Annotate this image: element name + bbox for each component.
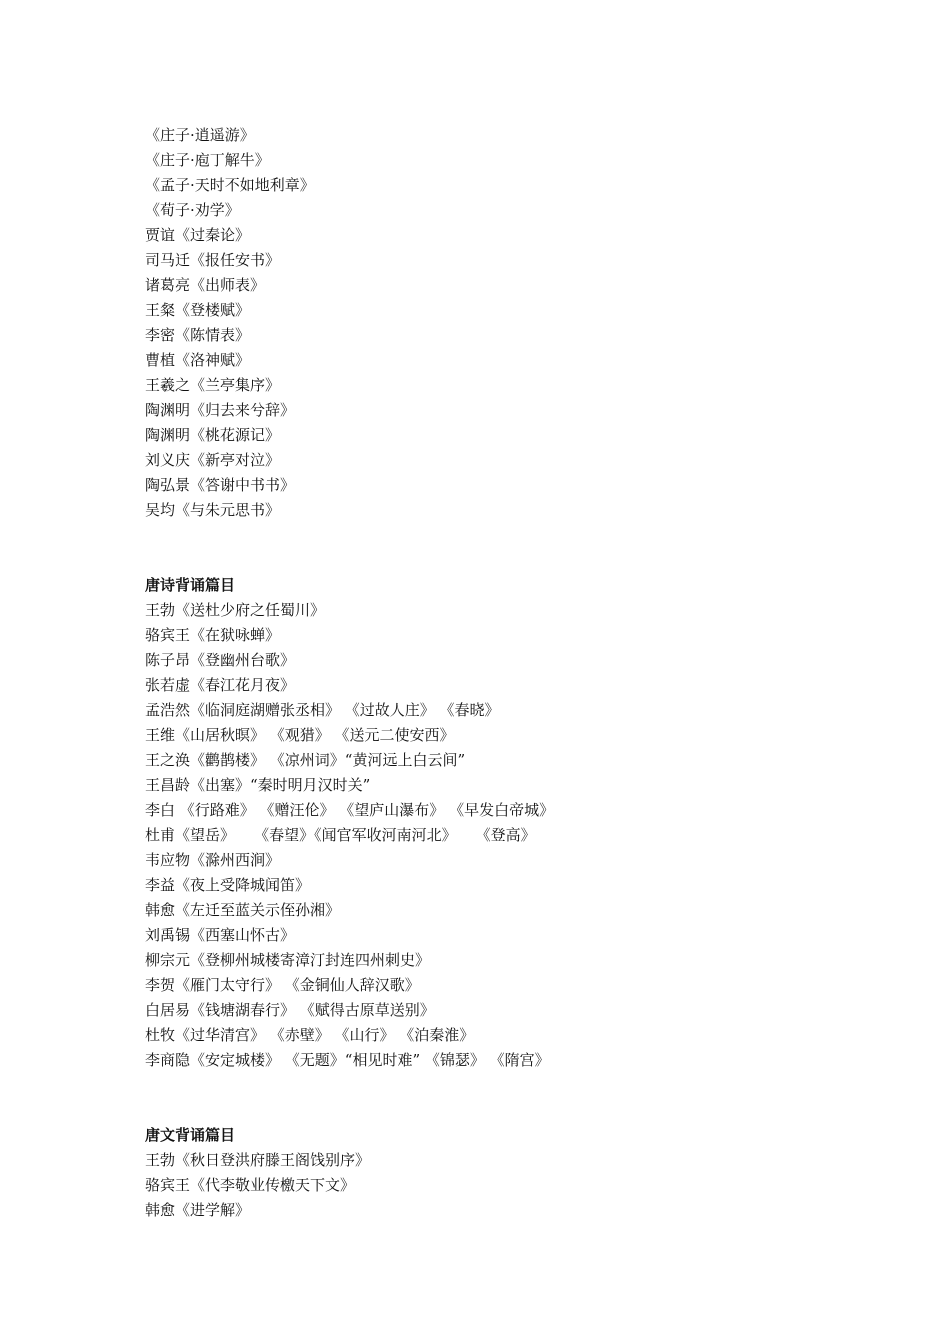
section-heading: 唐诗背诵篇目 [145, 576, 236, 594]
list-item: 王之涣《鹳鹊楼》 《凉州词》“黄河远上白云间” [145, 751, 466, 769]
list-item: 陶渊明《桃花源记》 [145, 426, 281, 444]
list-item: 李贺《雁门太守行》 《金铜仙人辞汉歌》 [145, 976, 420, 994]
list-item: 王粲《登楼赋》 [145, 301, 251, 319]
section-spacer [145, 1073, 905, 1123]
list-item: 王维《山居秋暝》 《观猎》 《送元二使安西》 [145, 726, 455, 744]
list-item: 贾谊《过秦论》 [145, 226, 251, 244]
list-item: 陶渊明《归去来兮辞》 [145, 401, 296, 419]
list-item: 《荀子·劝学》 [145, 201, 240, 219]
list-item: 孟浩然《临洞庭湖赠张丞相》 《过故人庄》 《春晓》 [145, 701, 500, 719]
list-item: 杜甫《望岳》 《春望》《闻官军收河南河北》 《登高》 [145, 826, 536, 844]
section-heading: 唐文背诵篇目 [145, 1126, 236, 1144]
tang-poetry-section [145, 573, 905, 1073]
intro-list [145, 123, 905, 523]
tang-prose-section [145, 1123, 905, 1223]
list-item: 骆宾王《在狱咏蝉》 [145, 626, 281, 644]
list-item: 吴均《与朱元思书》 [145, 501, 281, 519]
list-item: 李白 《行路难》 《赠汪伦》 《望庐山瀑布》 《早发白帝城》 [145, 801, 555, 819]
list-item: 骆宾王《代李敬业传檄天下文》 [145, 1176, 356, 1194]
list-item: 陶弘景《答谢中书书》 [145, 476, 296, 494]
list-item: 王羲之《兰亭集序》 [145, 376, 281, 394]
list-item: 李密《陈情表》 [145, 326, 251, 344]
list-item: 曹植《洛神赋》 [145, 351, 251, 369]
list-item: 韦应物《滁州西涧》 [145, 851, 281, 869]
list-item: 柳宗元《登柳州城楼寄漳汀封连四州刺史》 [145, 951, 431, 969]
list-item: 《庄子·逍遥游》 [145, 126, 255, 144]
list-item: 刘义庆《新亭对泣》 [145, 451, 281, 469]
list-item: 李益《夜上受降城闻笛》 [145, 876, 311, 894]
list-item: 王昌龄《出塞》“秦时明月汉时关” [145, 776, 371, 794]
list-item: 韩愈《左迁至蓝关示侄孙湘》 [145, 901, 341, 919]
list-item: 陈子昂《登幽州台歌》 [145, 651, 296, 669]
list-item: 《庄子·庖丁解牛》 [145, 151, 270, 169]
list-item: 王勃《秋日登洪府滕王阁饯别序》 [145, 1151, 371, 1169]
list-item: 韩愈《进学解》 [145, 1201, 251, 1219]
list-item: 杜牧《过华清宫》 《赤壁》 《山行》 《泊秦淮》 [145, 1026, 475, 1044]
list-item: 张若虚《春江花月夜》 [145, 676, 296, 694]
document-page [145, 123, 905, 1223]
section-spacer [145, 523, 905, 573]
list-item: 司马迁《报任安书》 [145, 251, 281, 269]
list-item: 白居易《钱塘湖春行》 《赋得古原草送别》 [145, 1001, 435, 1019]
list-item: 刘禹锡《西塞山怀古》 [145, 926, 296, 944]
list-item: 李商隐《安定城楼》 《无题》“相见时难” 《锦瑟》 《隋宫》 [145, 1051, 550, 1069]
list-item: 王勃《送杜少府之任蜀川》 [145, 601, 326, 619]
list-item: 《孟子·天时不如地利章》 [145, 176, 315, 194]
list-item: 诸葛亮《出师表》 [145, 276, 266, 294]
